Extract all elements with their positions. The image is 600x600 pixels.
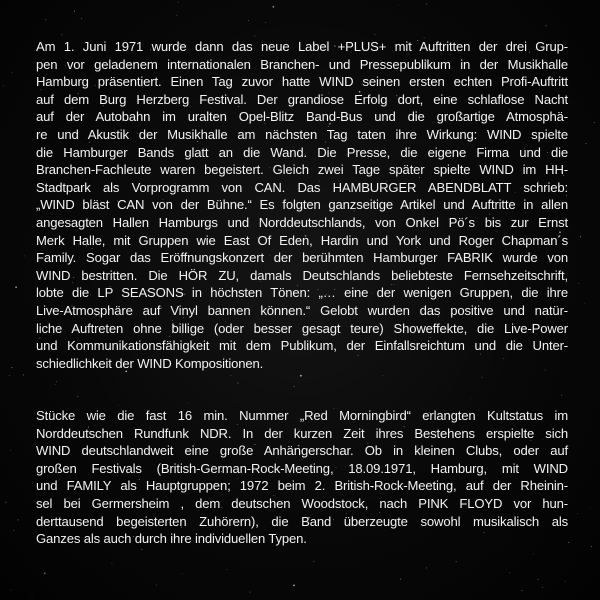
star (300, 375, 302, 377)
star (482, 377, 483, 378)
text-line: lobte die LP SEASONS in höchsten Tönen: „… eine der wenigen Gruppen, die ihre (36, 285, 568, 301)
star (56, 381, 57, 382)
star (32, 597, 33, 598)
paragraph-kultstatus (36, 407, 568, 548)
star (580, 236, 581, 237)
star (293, 585, 295, 587)
star (9, 375, 10, 376)
text-line: derttausend begeisterten Zuhörern), die Band überzeugte sowohl musikalisch als (36, 513, 568, 529)
star (542, 587, 543, 588)
star (294, 386, 295, 387)
star (15, 286, 17, 288)
star (226, 569, 227, 570)
star (426, 4, 427, 5)
star (23, 374, 24, 375)
star (10, 450, 11, 451)
text-line: Live-Atmosphäre auf Vinyl bannen können.“ Gelobt wurden das positive und natür- (36, 302, 568, 318)
star (111, 563, 112, 564)
text-line: pen vor geladenem internationalen Branchen- und Pressepublikum in der Musikhalle (36, 56, 568, 72)
star (231, 375, 232, 376)
text-line: Family. Sogar das Eröffnungskonzert der berühmten Hamburger FABRIK wurde von (36, 250, 568, 266)
star (11, 367, 12, 368)
star (591, 546, 592, 547)
star (561, 395, 562, 396)
star (533, 553, 534, 554)
star (74, 11, 75, 12)
text-line: liche Auftreten ohne billige (oder besser gesagt teure) Showeffekte, die Live-Power (36, 320, 568, 336)
star (538, 579, 539, 580)
star (12, 72, 13, 73)
star (400, 579, 401, 580)
star (24, 255, 25, 256)
star (594, 122, 595, 123)
text-line: angesagten Hallen Hamburgs und Norddeutschlands, von Onkel Pö´s bis zur Ernst (36, 214, 568, 230)
text-line: auf dem Burg Herzberg Festival. Der grandiose Erfolg dort, eine schlaflose Nacht (36, 91, 568, 107)
star (546, 25, 547, 26)
text-line: die Hamburger Bands glatt an die Wand. Die Presse, die eigene Firma und die (36, 144, 568, 160)
text-line: großen Festivals (British-German-Rock-Meeting, 18.09.1971, Hamburg, mit WIND (36, 460, 568, 476)
star (585, 143, 586, 144)
text-line: Stadtpark als Vorprogramm von CAN. Das HAMBURGER ABENDBLATT schrieb: (36, 179, 568, 195)
star (3, 85, 4, 86)
star (182, 573, 183, 574)
star (398, 5, 399, 6)
text-line: Norddeutschen Rundfunk NDR. In der kurzen Zeit ihres Bestehens erspielte sich (36, 425, 568, 441)
text-line: „WIND bläst CAN von der Bühne.“ Es folgten ganzseitige Artikel und Auftritte in allen (36, 197, 568, 213)
star (273, 6, 275, 8)
star (313, 561, 314, 562)
star (81, 18, 82, 19)
star (509, 572, 510, 573)
text-line: Stücke wie die fast 16 min. Nummer „Red Morningbird“ erlangten Kultstatus im (36, 408, 568, 423)
text-line: und Kommunikationsfähigkeit mit dem Publikum, der Einfallsreichtum und die Unter- (36, 338, 568, 354)
text-line: Am 1. Juni 1971 wurde dann das neue Label +PLUS+ mit Auftritten der drei Grup- (36, 39, 568, 54)
star (187, 402, 188, 403)
star (265, 22, 266, 23)
text-line: re und Akustik der Musikhalle am nächsten Tag taten ihre Wirkung: WIND spielte (36, 126, 568, 142)
star (13, 530, 14, 531)
star (237, 383, 238, 384)
text-line: Branchen-Fachleute waren begeistert. Gleich zwei Tage später spielte WIND im HH- (36, 162, 568, 178)
star (45, 19, 46, 20)
star (382, 375, 383, 376)
star (590, 507, 591, 508)
text-line: WIND bestritten. Die HÖR ZU, damals Deutschlands beliebteste Fernsehzeitschrift, (36, 267, 568, 283)
star (10, 590, 11, 591)
star (426, 567, 427, 568)
text-line: WIND deutschlandweit eine große Anhängerschar. Ob in kleinen Clubs, oder auf (36, 443, 568, 459)
text-line: sel bei Germersheim , dem deutschen Woodstock, nach PINK FLOYD vor hun- (36, 495, 568, 511)
star (250, 592, 251, 593)
star (178, 2, 179, 3)
star (118, 405, 119, 406)
star (577, 513, 578, 514)
text-line: schiedlichkeit der WIND Kompositionen. (36, 355, 264, 371)
star (254, 35, 255, 36)
star (248, 20, 249, 21)
star (578, 283, 579, 284)
star (584, 303, 585, 304)
star (176, 15, 177, 16)
text-line: Hamburg präsentiert. Einen Tag zuvor hatte WIND seinen ersten echten Profi-Auftritt (36, 74, 568, 90)
star (44, 572, 46, 574)
star (521, 590, 522, 591)
star (18, 519, 19, 520)
text-line: auf der Autobahn im uralten Opel-Blitz Band-Bus und die großartige Atmosphä- (36, 109, 568, 125)
star (568, 542, 569, 543)
text-line: Ganzes als auch durch ihre individuellen Typen. (36, 531, 307, 547)
star (77, 396, 78, 397)
star (61, 34, 62, 35)
star (471, 398, 472, 399)
star (565, 581, 566, 582)
text-line: und FAMILY als Hauptgruppen; 1972 beim 2. British-Rock-Meeting, auf der Rheinin- (36, 478, 568, 494)
paragraph-history-1971 (36, 38, 568, 372)
star (141, 549, 142, 550)
text-line: Merk Halle, mit Gruppen wie East Of Eden, Hardin und York und Roger Chapman´s (36, 232, 568, 248)
star (5, 502, 6, 503)
star (456, 561, 457, 562)
star (55, 384, 56, 385)
star (156, 585, 157, 586)
star (375, 34, 376, 35)
